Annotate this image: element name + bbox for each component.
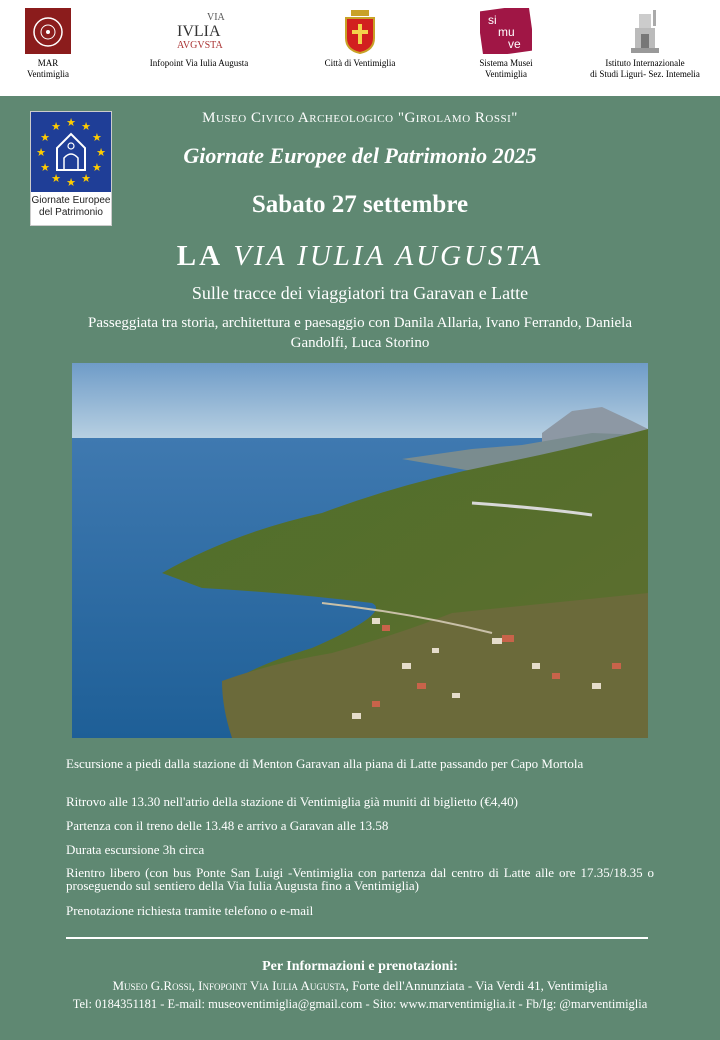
event-date: Sabato 27 settembre bbox=[251, 191, 469, 218]
info-item: Escursione a piedi dalla stazione di Menton Garavan alla piana di Latte passando per Capo Mortola bbox=[66, 756, 584, 771]
simuve-icon bbox=[480, 8, 532, 54]
divider bbox=[66, 937, 648, 939]
main-title bbox=[0, 240, 720, 273]
via-logo-line-1: VIA bbox=[207, 12, 225, 23]
istituto-caption: Istituto Internazionale di Studi Liguri- Sez. Intemelia bbox=[590, 58, 700, 79]
simuve-line-2: mu bbox=[498, 25, 515, 39]
main-title-name: VIA IULIA AUGUSTA bbox=[233, 240, 544, 272]
mar-caption: MAR Ventimiglia bbox=[27, 58, 69, 79]
info-item: Durata escursione 3h circa bbox=[66, 842, 205, 857]
star-icon: ★ bbox=[66, 117, 76, 129]
via-logo-line-3: AVGVSTA bbox=[177, 40, 223, 51]
via-iulia-caption: Infopoint Via Iulia Augusta bbox=[149, 58, 249, 68]
star-icon: ★ bbox=[92, 132, 102, 144]
contacts-details: Tel: 0184351181 - E-mail: museoventimiglia@gmail.com - Sito: www.marventimiglia.it - Fb/Ig: @marventimiglia bbox=[72, 997, 648, 1011]
coastline-photo bbox=[72, 363, 648, 738]
monument-icon bbox=[625, 8, 665, 54]
eu-badge-label: Giornate Europee del Patrimonio bbox=[31, 195, 111, 218]
star-icon: ★ bbox=[92, 162, 102, 174]
star-icon: ★ bbox=[81, 121, 91, 134]
mar-logo-icon bbox=[25, 8, 71, 54]
subtitle: Sulle tracce dei viaggiatori tra Garavan e Latte bbox=[191, 283, 529, 303]
citta-caption: Città di Ventimiglia bbox=[324, 58, 396, 68]
mar-logo bbox=[0, 8, 123, 80]
istituto-logo bbox=[570, 8, 720, 80]
star-icon: ★ bbox=[66, 177, 76, 189]
via-iulia-augusta-icon bbox=[159, 8, 239, 54]
contacts-location: , Forte dell'Annunziata - Via Verdi 41, Ventimiglia bbox=[345, 978, 608, 993]
via-logo-line-2: IVLIA bbox=[177, 23, 221, 40]
event-title: Giornate Europee del Patrimonio 2025 bbox=[183, 143, 537, 168]
contacts-title: Per Informazioni e prenotazioni: bbox=[262, 959, 458, 974]
info-item: Prenotazione richiesta tramite telefono o e-mail bbox=[66, 903, 314, 918]
sistema-musei-logo bbox=[431, 8, 581, 80]
star-icon: ★ bbox=[36, 147, 46, 159]
info-item: Rientro libero (con bus Ponte San Luigi -Ventimiglia con partenza dal centro di Latte alle ore 17.35/18.35 o proseguendo sul sentiero della Via Iulia Augusta fino a Ventimiglia) bbox=[66, 865, 654, 893]
info-item: Partenza con il treno delle 13.48 e arrivo a Garavan alle 13.58 bbox=[66, 818, 389, 833]
museum-name: Museo Civico Archeologico "Girolamo Rossi" bbox=[202, 110, 518, 126]
simuve-line-1: si bbox=[488, 13, 497, 27]
star-icon: ★ bbox=[51, 121, 61, 134]
coat-of-arms-icon bbox=[343, 8, 377, 54]
description: Passeggiata tra storia, architettura e paesaggio con Danila Allaria, Ivano Ferrando, Daniela Gandolfi, Luca Storino bbox=[88, 315, 632, 351]
logo-header bbox=[0, 0, 720, 96]
star-icon: ★ bbox=[40, 162, 50, 174]
via-iulia-augusta-logo bbox=[124, 8, 274, 69]
citta-ventimiglia-logo bbox=[285, 8, 435, 69]
star-icon: ★ bbox=[51, 172, 61, 185]
star-icon: ★ bbox=[96, 147, 106, 159]
info-item: Ritrovo alle 13.30 nell'atrio della stazione di Ventimiglia già muniti di biglietto (€4,40) bbox=[66, 794, 518, 809]
star-icon: ★ bbox=[40, 132, 50, 144]
contacts-venues: Museo G.Rossi, Infopoint Via Iulia Augusta bbox=[112, 978, 346, 993]
sistema-musei-caption: Sistema Musei Ventimiglia bbox=[479, 58, 533, 79]
main-title-article: LA bbox=[176, 240, 224, 272]
simuve-line-3: ve bbox=[508, 37, 521, 51]
star-icon: ★ bbox=[81, 172, 91, 185]
contacts-address bbox=[0, 978, 720, 994]
